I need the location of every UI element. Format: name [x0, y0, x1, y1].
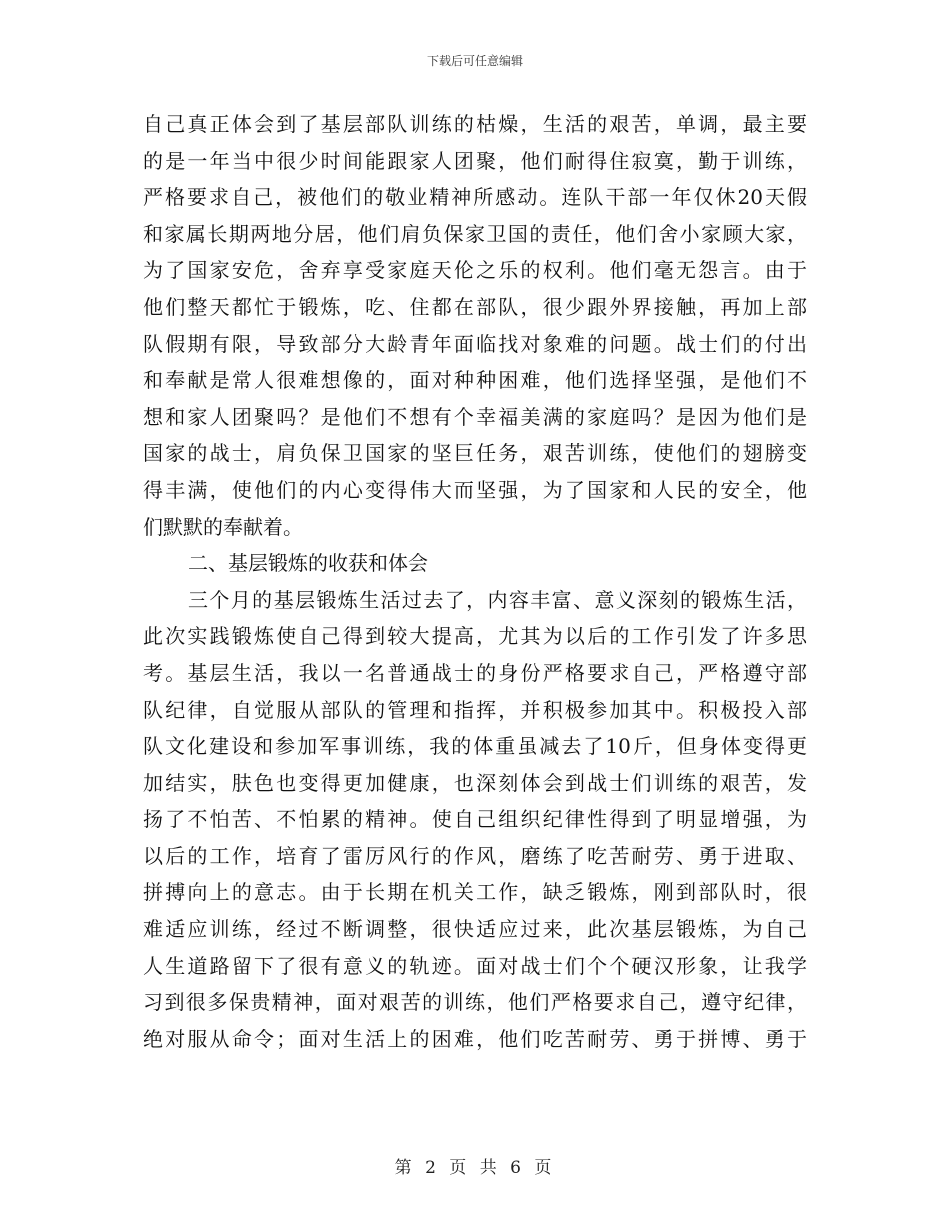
text-line: 国家的战士，肩负保卫国家的坚巨任务，艰苦训练，使他们的翅膀变 [143, 441, 807, 466]
paragraph [143, 545, 807, 582]
text-line: 二、基层锻炼的收获和体会 [188, 551, 428, 576]
page-header: 下载后可任意编辑 [426, 54, 523, 68]
text-line: 此次实践锻炼使自己得到较大提高，尤其为以后的工作引发了许多思 [143, 624, 807, 649]
text-line: 考。基层生活，我以一名普通战士的身份严格要求自己，严格遵守部 [143, 660, 807, 685]
text-line: 队文化建设和参加军事训练，我的体重虽减去了10斤，但身体变得更 [143, 734, 807, 759]
text-line: 想和家人团聚吗？是他们不想有个幸福美满的家庭吗？是因为他们是 [143, 404, 807, 429]
page-footer: 第 2 页 共 6 页 [394, 1158, 556, 1178]
text-line: 扬了不怕苦、不怕累的精神。使自己组织纪律性得到了明显增强，为 [143, 807, 807, 832]
text-line: 和家属长期两地分居，他们肩负保家卫国的责任，他们舍小家顾大家， [143, 221, 807, 246]
text-line: 的是一年当中很少时间能跟家人团聚，他们耐得住寂寞，勤于训练， [143, 148, 807, 173]
text-line: 队假期有限，导致部分大龄青年面临找对象难的问题。战士们的付出 [143, 331, 807, 356]
text-line: 们默默的奉献着。 [143, 514, 303, 539]
text-line: 三个月的基层锻炼生活过去了，内容丰富、意义深刻的锻炼生活， [188, 587, 807, 612]
text-line: 和奉献是常人很难想像的，面对种种困难，他们选择坚强，是他们不 [143, 368, 807, 393]
paragraph [143, 106, 807, 545]
text-line: 自己真正体会到了基层部队训练的枯燥，生活的艰苦，单调，最主要 [143, 112, 807, 136]
text-line: 习到很多保贵精神，面对艰苦的训练，他们严格要求自己，遵守纪律， [143, 990, 807, 1015]
document-body [143, 106, 807, 1057]
text-line: 他们整天都忙于锻炼，吃、住都在部队，很少跟外界接触，再加上部 [143, 294, 807, 319]
text-line: 为了国家安危，舍弃享受家庭天伦之乐的权利。他们毫无怨言。由于 [143, 258, 807, 283]
text-line: 难适应训练，经过不断调整，很快适应过来，此次基层锻炼，为自己 [143, 917, 807, 942]
paragraph [143, 582, 807, 1058]
text-line: 绝对服从命令；面对生活上的困难，他们吃苦耐劳、勇于拼博、勇于 [143, 1026, 807, 1051]
text-line: 以后的工作，培育了雷厉风行的作风，磨练了吃苦耐劳、勇于进取、 [143, 843, 807, 868]
text-line: 得丰满，使他们的内心变得伟大而坚强，为了国家和人民的安全，他 [143, 477, 807, 502]
text-line: 队纪律，自觉服从部队的管理和指挥，并积极参加其中。积极投入部 [143, 697, 807, 722]
text-line: 加结实，肤色也变得更加健康，也深刻体会到战士们训练的艰苦，发 [143, 770, 807, 795]
text-line: 严格要求自己，被他们的敬业精神所感动。连队干部一年仅休20天假 [143, 185, 807, 210]
text-line: 人生道路留下了很有意义的轨迹。面对战士们个个硬汉形象，让我学 [143, 953, 807, 978]
text-line: 拼搏向上的意志。由于长期在机关工作，缺乏锻炼，刚到部队时，很 [143, 880, 807, 905]
